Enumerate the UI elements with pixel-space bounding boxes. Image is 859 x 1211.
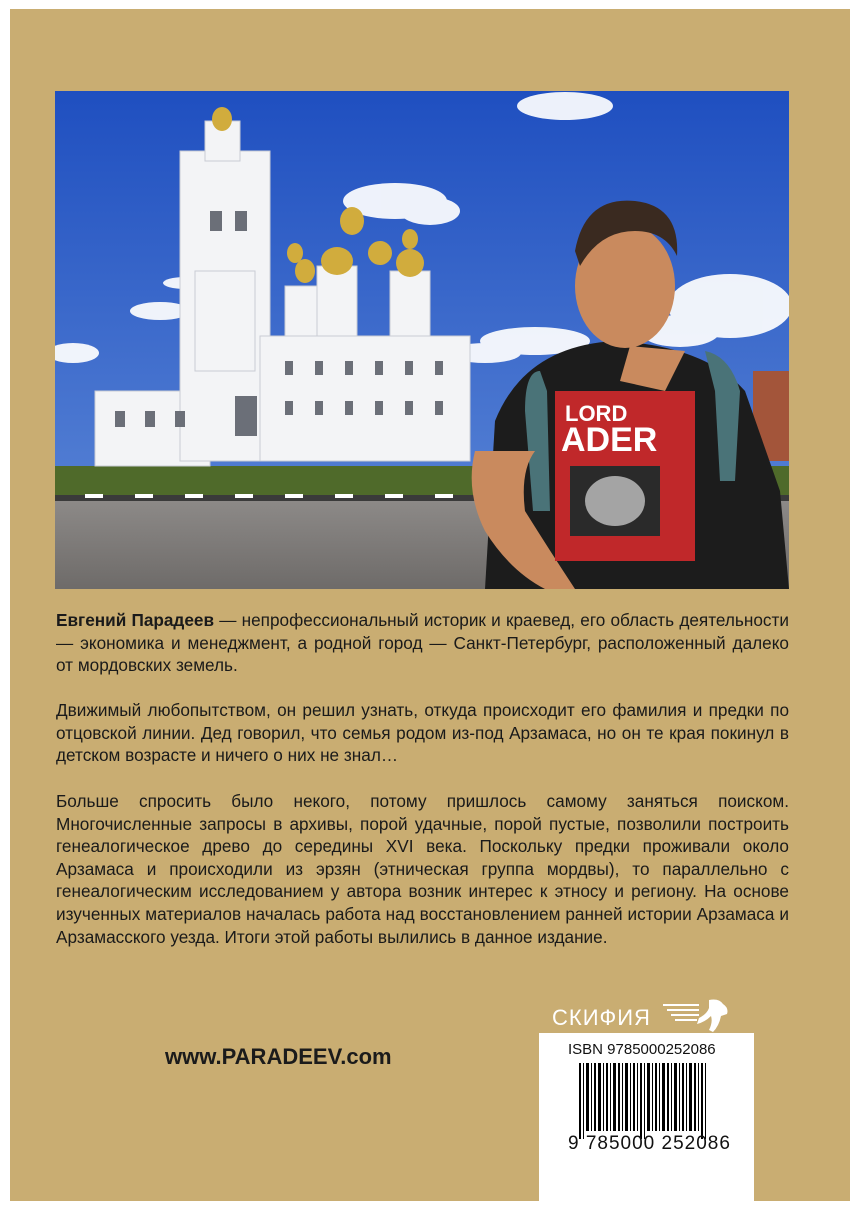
publisher-name: СКИФИЯ (552, 1004, 651, 1030)
cover-photo (55, 91, 789, 589)
author-description: — непрофессиональный историк и краевед, его область деятельности — экономика и менеджмент, а родной город — Санкт-Петербург, расположенный далеко от мордовских земель. (56, 610, 789, 676)
tshirt-text-1: LORD (565, 401, 628, 426)
barcode-digits: 9 785000 252086 (568, 1133, 731, 1154)
about-author-paragraph (56, 609, 789, 677)
website-link[interactable]: www.PARADEEV.com (165, 1044, 392, 1069)
barcode-icon (539, 1033, 754, 1201)
motivation-paragraph: Движимый любопытством, он решил узнать, откуда происходит его фамилия и предки по отцовской линии. Дед говорил, что семья родом из-под Арзамаса, но он те края покинул в детском возрасте и ничего о них не знал… (56, 700, 789, 766)
cathedral-and-man-photo (55, 91, 789, 589)
isbn-barcode (539, 1033, 754, 1201)
research-paragraph: Больше спросить было некого, потому пришлось самому заняться поиском. Многочисленные запросы в архивы, порой удачные, порой пустые, позволили построить генеалогическое древо до середины XVI века. Поскольку предки проживали около Арзамаса и происходили из эрзян (этническая группа мордвы), то параллельно с генеалогическим исследованием у автора возник интерес к этносу и региону. На основе изученных материалов началась работа над восстановлением ранней истории Арзамаса и Арзамасского уезда. Итоги этой работы вылились в данное издание. (56, 791, 789, 947)
author-name: Евгений Парадеев (56, 610, 215, 630)
isbn-label: ISBN 9785000252086 (568, 1041, 716, 1058)
tshirt-text-2: ADER (561, 421, 658, 459)
